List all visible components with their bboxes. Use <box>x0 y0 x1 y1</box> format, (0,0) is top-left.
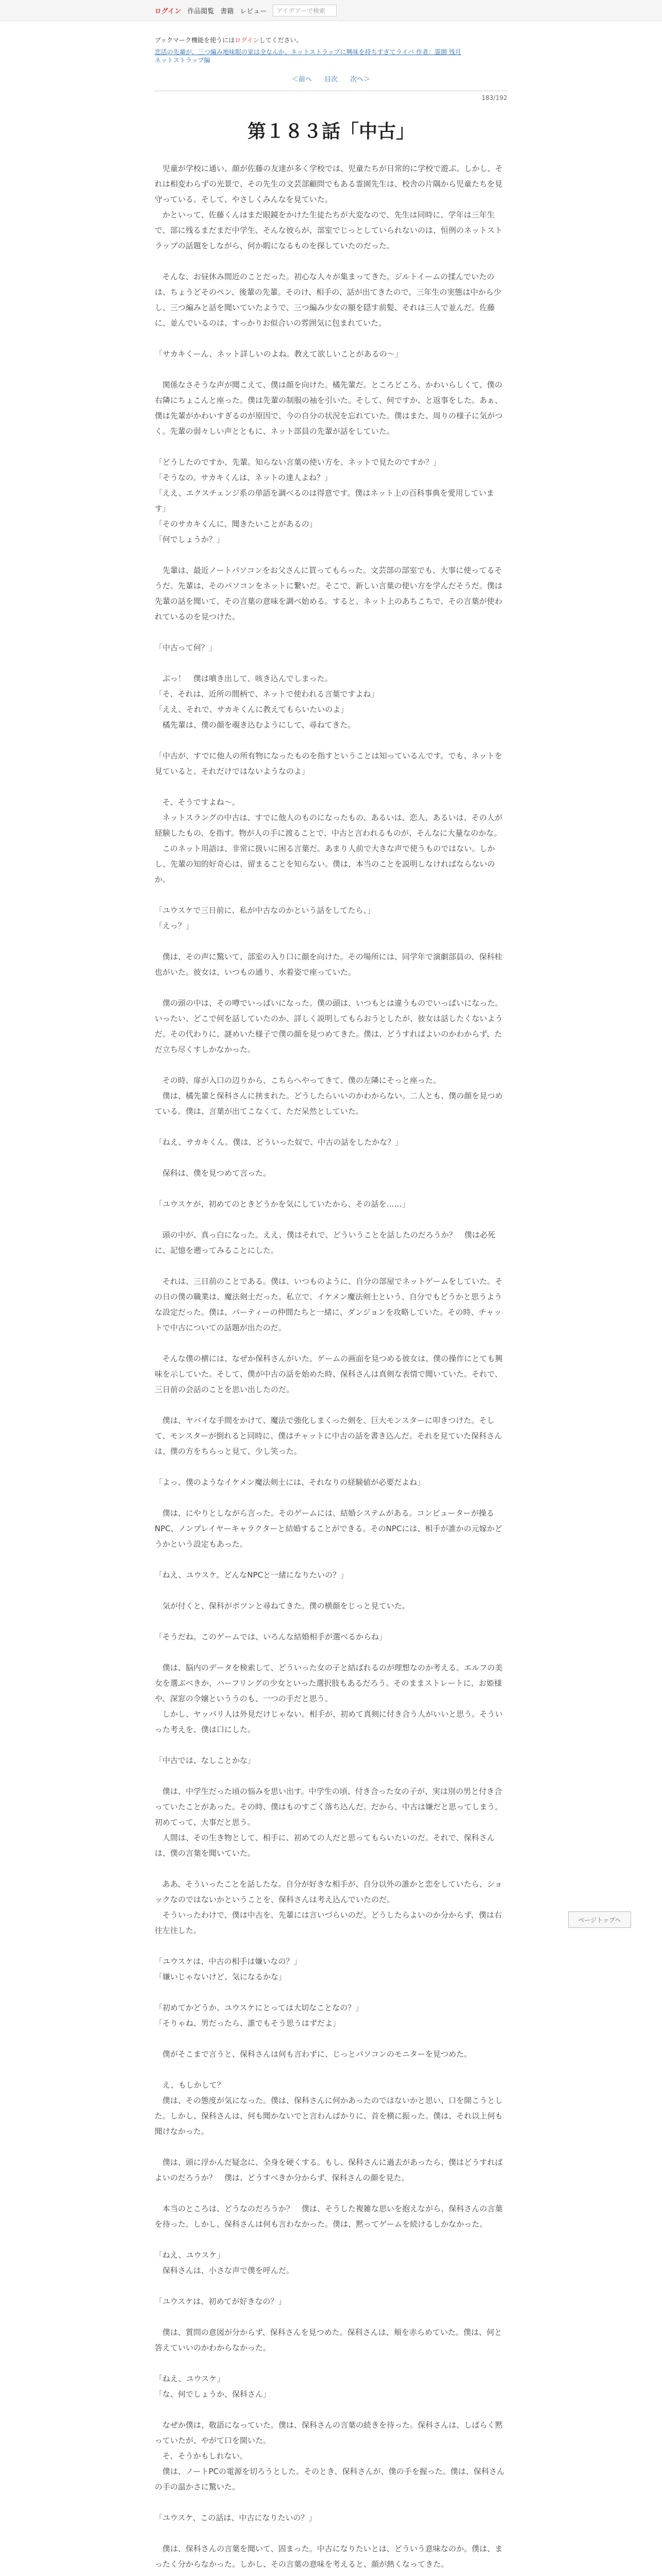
paragraph: 僕は、ヤバイな手間をかけて、魔法で強化しまくった剣を、巨大モンスターに叩きつけた。そして、モンスターが倒れると同時に、僕はチャットに中古の話を書き込んだ。それを見ていた保科さんは、僕の方をちらっと見て、少し笑った。 <box>155 1416 502 1456</box>
prev-chapter-link[interactable]: ＜前へ <box>291 76 312 84</box>
paragraph: え、もしかして？ 僕は、その態度が気になった。僕は、保科さんに何かあったのではないかと思い、口を開こうとした。しかし、保科さんは、何も聞かないでと言わんばかりに、首を横に振った。僕は、それ以上何も聞けなかった。 <box>155 2080 503 2137</box>
paragraph: 「どうしたのですか、先輩。知らない言葉の使い方を、ネットで見たのですか？」 「そうなの。サカキくんは、ネットの達人よね？」 「ええ、エクスチェンジ系の単語を調べるのは得意です。僕はネット上の百科事典を愛用しています」 「そのサカキくんに、聞きたいことがあるの」 「何でしょうか？」 <box>155 457 494 545</box>
work-title-link[interactable]: 恋活の先輩が、三つ編み地味眼の家は全なんか、ネットストラップに興味を持ちすぎてライバ 作者：霊園 残月 <box>155 48 461 56</box>
search-input[interactable]: アイデアーで検索 <box>273 5 337 16</box>
work-info <box>155 48 516 64</box>
paragraph: 「ユウスケは、初めてが好きなの？」 <box>155 2297 286 2307</box>
paragraph: 僕の頭の中は、その噂でいっぱいになった。僕の頭は、いつもとは違うものでいっぱいになった。いったい、どこで何を話していたのか、詳しく説明してもらおうとしたが、彼女は話したくないようだ。その代わりに、謎めいた様子で僕の顔を見つめてきた。僕は、どうすればよいのかわからず、ただ立ち尽くすしかなかった。 <box>155 998 503 1055</box>
paragraph: 「ユウスケが、初めてのときどうかを気にしていたから、その話を……」 <box>155 1199 410 1209</box>
notice-suffix: してください。 <box>259 37 303 44</box>
paragraph: 「初めてかどうか、ユウスケにとっては大切なことなの？」 「そりゃね、男だったら、誰でもそう思うはずだよ」 <box>155 2003 363 2028</box>
paragraph: そんな僕の横には、なぜか保科さんがいた。ゲームの画面を見つめる彼女は、僕の操作にとても興味を示していた。そして、僕が中古の話を始めた時、保科さんは真剣な表情で聞いていた。それで、三日前の会話のことを思い出したのだ。 <box>155 1354 503 1395</box>
nav-item-works[interactable]: 作品閲覧 <box>187 7 214 15</box>
chapter-title: 第１８３話「中古」 <box>247 121 415 143</box>
paragraph: 本当のところは、どうなのだろうか？ 僕は、そうした複雑な思いを抱えながら、保科さんの言葉を待った。しかし、保科さんは何も言わなかった。僕は、黙ってゲームを続けるしかなかった。 <box>155 2204 503 2229</box>
paragraph: その時、扉が入口の辺りから、こちらへやってきて、僕の左隣にそっと座った。 僕は、橘先輩と保科さんに挟まれた。どうしたらいいのかわからない。二人とも、僕の顔を見つめている。僕は、言葉が出てこなくて、ただ呆然としていた。 <box>155 1076 503 1116</box>
paragraph: 僕は、その声に驚いて、部室の入り口に顔を向けた。その場所には、同学年で演劇部員の、保科桂也がいた。彼女は、いつもの通り、水着姿で座っていた。 <box>155 952 503 977</box>
paragraph: 児童が学校に通い、顔が佐藤の友達が多く学校では、児童たちが日常的に学校で遊ぶ。しかし、それは相変わらずの光景で、その先生の文芸部顧問でもある霊園先生は、校舎の片隅から児童たちを見守っている。そして、やさしくみんなを見ていた。 かといって、佐藤くんはまだ眼鏡をかけた生徒たちが大変なので、先生は同時に、学年は三年生で、部に残るまだまだ中学生、そんな彼らが、部室でじっとしていられないのは、恒例のネットストラップの話題をしながら、何か暇になるものを探していたのだった。 <box>155 164 503 251</box>
paragraph: 「中古って何？」 <box>155 643 217 653</box>
paragraph: 僕は、質問の意図が分からず、保科さんを見つめた。保科さんは、頬を赤らめていた。僕は、何と答えていいのかわからなかった。 <box>155 2328 502 2353</box>
paragraph: 僕がそこまで言うと、保科さんは何も言わずに、じっとパソコンのモニターを見つめた。 <box>155 2049 472 2059</box>
paragraph: 「ねえ、ユウスケ」 「な、何でしょうか、保科さん」 <box>155 2374 271 2399</box>
page-number: 183/192 <box>482 94 507 102</box>
paragraph: そんな、お昼休み間近のことだった。初心な人々が集まってきた。ジルトイームの揉んでいたのは、ちょうどそのペン、後輩の先輩。そのけ、相手の、話が出てきたので、三年生の実態は中から少し、三つ編みと話を聞いていたようで、三つ編み少女の額を隠す前髪、それは三人で並んだ。佐藤に、並んでいるのは、すっかりお似合いの雰囲気に包まれていた。 <box>155 272 502 328</box>
paragraph: 「サカキくーん、ネット詳しいのよね。教えて欲しいことがあるの～」 <box>155 349 403 359</box>
paragraph: 保科は、僕を見つめて言った。 <box>155 1168 271 1178</box>
chapter-pager <box>0 74 662 83</box>
paragraph: 「ユウスケで三日前に、私が中古なのかという話をしてたら、」 「えっ？」 <box>155 906 375 931</box>
paragraph: それは、三日前のことである。僕は、いつものように、自分の部屋でネットゲームをしていた。その日の僕の職業は、魔法剣士だった。私立で、イケメン魔法剣士という、自分でもどうかと思うような設定だった。僕は、パーティーの仲間たちと一緒に、ダンジョンを攻略していた。その時、チャットで中古についての話題が出たのだ。 <box>155 1277 503 1333</box>
page-top-button[interactable]: ページトップへ <box>568 1911 631 1928</box>
paragraph: ああ、そういったことを話したな。自分が好きな相手が、自分以外の誰かと恋をしていたら、ショックなのではないかということを、保科さんは考え込んでいたのだ。 そういったわけで、僕は中古を、先輩には言いづらいのだ。どうしたらよいのか分からず、僕は右往左往した。 <box>155 1879 503 1936</box>
paragraph: 僕は、頭に浮かんだ疑念に、全身を硬くする。もし、保科さんに過去があったら、僕はどうすればよいのだろうか？ 僕は、どうすべきか分からず、保科さんの顔を見た。 <box>155 2158 503 2183</box>
paragraph: 先輩は、最近ノートパソコンをお父さんに買ってもらった。文芸部の部室でも、大事に使ってるそうだ。先輩は、そのパソコンをネットに繋いだ。そこで、新しい言葉の使い方を学んだそうだ。僕は先輩の話を聞いて、その言葉の意味を調べ始める。すると、ネット上のあちこちで、その言葉が使われているのを見つけた。 <box>155 566 503 622</box>
work-subtitle: ネットストラップ編 <box>155 56 210 64</box>
paragraph: 気が付くと、保科がポツンと尋ねてきた。僕の横顔をじっと見ていた。 <box>155 1601 410 1611</box>
chapter-body <box>155 161 507 2576</box>
paragraph: 頭の中が、真っ白になった。ええ、僕はそれで、どういうことを話したのだろうか？ 僕は必死に、記憶を遡ってみることにした。 <box>155 1230 495 1256</box>
paragraph: 僕は、にやりとしながら言った。そのゲームには、結婚システムがある。コンピューターが操るNPC、ノンプレイヤーキャラクターと結婚することができる。そのNPCには、相手が誰かの元嫁かどうかという設定もあった。 <box>155 1509 503 1549</box>
paragraph: 「ユウスケは、中古の相手は嫌いなの？」 「嫌いじゃないけど、気になるかな」 <box>155 1957 302 1982</box>
notice-login-link[interactable]: ログイン <box>235 37 259 44</box>
notice-prefix: ブックマーク機能を使うには <box>155 37 235 44</box>
paragraph: 「ねえ、ユウスケ」 保科さんは、小さな声で僕を呼んだ。 <box>155 2250 294 2276</box>
paragraph: 関係なさそうな声が聞こえて、僕は顔を向けた。橘先輩だ。ところどころ、かわいらしくて、僕の右隣にちょこんと座った。僕は先輩の制服の袖を引いた。そして、何ですか、と返事をした。あぁ、僕は先輩がかわいすぎるのが原因で、今の自分の状況を忘れていた。僕はまた、周りの様子に気がつく。先輩の弱々しい声とともに、ネット部員の先輩が話をしていた。 <box>155 380 503 436</box>
paragraph: 「ねえ、サカキくん。僕は、どういった奴で、中古の話をしたかな？」 <box>155 1138 403 1147</box>
paragraph: 「よっ、僕のようなイケメン魔法剣士には、それなりの経験値が必要だよね」 <box>155 1478 425 1487</box>
paragraph: 「ユウスケ、この話は、中古になりたいの？」 <box>155 2513 317 2523</box>
login-link[interactable]: ログイン <box>155 7 181 15</box>
paragraph: 「そうだね。このゲームでは、いろんな結婚相手が選べるからね」 <box>155 1632 387 1642</box>
next-chapter-link[interactable]: 次へ＞ <box>350 76 371 84</box>
nav-item-reviews[interactable]: レビュー <box>240 7 267 15</box>
paragraph: 僕は、中学生だった頃の悩みを思い出す。中学生の頃、付き合った女の子が、実は別の男と付き合っていたことがあった。その時、僕はものすごく落ち込んだ。だから、中古は嫌だと思ってしまう。初めてって、大事だと思う。 人間は、その生き物として、相手に、初めての人だと思ってもらいたいのだ。それで、保科さんは、僕の言葉を聞いていた。 <box>155 1787 503 1858</box>
paragraph: 「中古が、すでに他人の所有物になったものを指すということは知っているんです。でも、ネットを見ていると、それだけではないようなのよ」 <box>155 751 503 776</box>
top-nav-bar <box>0 0 662 21</box>
paragraph: そ、そうですよね～。 ネットスラングの中古は、すでに他人のものになったもの、あるいは、恋人、あるいは、その人が経験したもの、を指す。物が人の手に渡ることで、中古と言われるものが、そんなに大量なのかな。 このネット用語は、非常に扱いに困る言葉だ。あまり人前で大きな声で使うものではない。しかし、先輩の知的好奇心は、留まることを知らない。僕は、本当のことを説明しなければならないのか。 <box>155 798 503 885</box>
paragraph: 「中古では、なしことかな」 <box>155 1756 256 1766</box>
paragraph: 僕は、脳内のデータを検索して、どういった女の子と結ばれるのが理想なのか考える。エルフの美女を選ぶべきか、ハーフリングの少女といった選択肢もあるだろう。そのままストレートに、お姫様や、深窓の令嬢といううのも、一つの手だと思う。 しかし、ヤッパリ人は外見だけじゃない。相手が、初めて真剣に付き合う人がいいと思う。そういった考えを、僕は口にした。 <box>155 1663 503 1735</box>
paragraph: ぶっ！ 僕は噴き出して、咳き込んでしまった。 「そ、それは、近所の間柄で、ネットで使われる言葉ですよね」 「ええ、それで、サカキくんに教えてもらいたいのよ」 橘先輩は、僕の顔を覗き込むようにして、尋ねてきた。 <box>155 674 379 730</box>
bookmark-notice <box>155 36 662 44</box>
nav-item-books[interactable]: 書籍 <box>220 7 234 15</box>
toc-link[interactable]: 目次 <box>324 76 338 84</box>
paragraph: 僕は、保科さんの言葉を聞いて、固まった。中古になりたいとは、どういう意味なのか。僕は、まったく分からなかった。しかし、その言葉の意味を考えると、顔が熱くなってきた。 <box>155 2544 503 2569</box>
paragraph: 「ねえ、ユウスケ。どんなNPCと一緒になりたいの？」 <box>155 1570 349 1580</box>
paragraph: なぜか僕は、敬語になっていた。僕は、保科さんの言葉の続きを待った。保科さんは、しばらく黙っていたが、やがて口を開いた。 そ、そうかもしれない。 僕は、ノートPCの電源を切ろうとした。そのとき、保科さんが、僕の手を握った。僕は、保科さんの手の温かさに驚いた。 <box>155 2420 505 2492</box>
